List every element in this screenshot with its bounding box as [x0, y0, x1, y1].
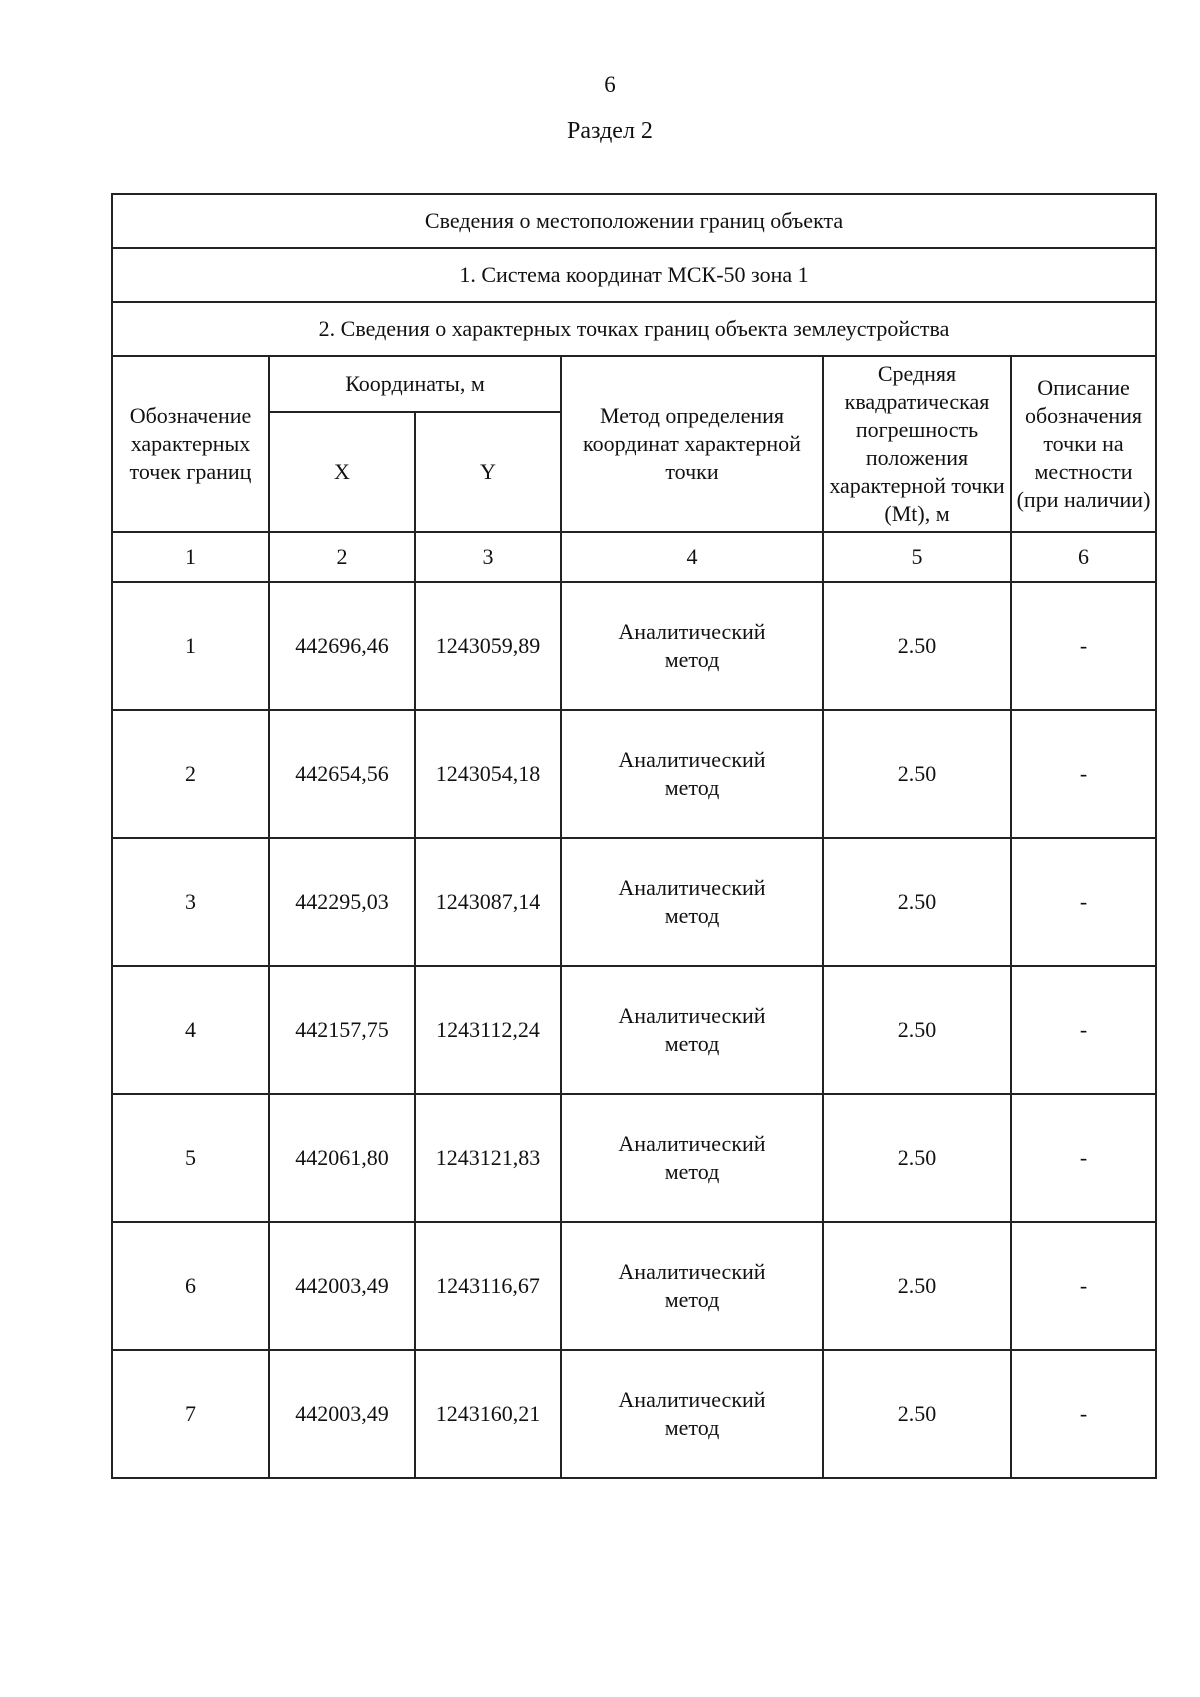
error-cell: 2.50	[823, 582, 1011, 710]
y-cell: 1243121,83	[415, 1094, 561, 1222]
method-line: метод	[664, 647, 720, 672]
method-line: Аналитический	[618, 747, 766, 772]
method-line: Аналитический	[618, 619, 766, 644]
column-number: 5	[823, 532, 1011, 582]
error-cell: 2.50	[823, 966, 1011, 1094]
point-cell: 6	[112, 1222, 269, 1350]
table-row	[112, 966, 1156, 1094]
method-line: Аналитический	[618, 1131, 766, 1156]
x-cell: 442295,03	[269, 838, 415, 966]
method-cell	[561, 1350, 823, 1478]
description-cell: -	[1011, 1350, 1156, 1478]
column-number: 6	[1011, 532, 1156, 582]
page-number: 6	[604, 72, 616, 97]
table-row	[112, 710, 1156, 838]
column-number: 1	[112, 532, 269, 582]
description-cell: -	[1011, 1094, 1156, 1222]
method-cell	[561, 966, 823, 1094]
method-cell	[561, 1094, 823, 1222]
y-cell: 1243160,21	[415, 1350, 561, 1478]
section-title: Раздел 2	[567, 118, 653, 144]
y-cell: 1243059,89	[415, 582, 561, 710]
error-cell: 2.50	[823, 1094, 1011, 1222]
point-cell: 5	[112, 1094, 269, 1222]
table-row	[112, 582, 1156, 710]
method-line: Аналитический	[618, 1003, 766, 1028]
header-description: Описание обозначения точки на местности (при наличии)	[1011, 356, 1156, 532]
boundary-points-table	[111, 193, 1157, 1479]
header-x: X	[269, 412, 415, 532]
description-cell: -	[1011, 966, 1156, 1094]
method-line: метод	[664, 903, 720, 928]
x-cell: 442157,75	[269, 966, 415, 1094]
method-line: метод	[664, 1159, 720, 1184]
method-line: метод	[664, 1415, 720, 1440]
method-cell	[561, 838, 823, 966]
x-cell: 442003,49	[269, 1222, 415, 1350]
table-row	[112, 1094, 1156, 1222]
point-cell: 3	[112, 838, 269, 966]
point-cell: 4	[112, 966, 269, 1094]
error-cell: 2.50	[823, 838, 1011, 966]
header-error: Средняя квадратическая погрешность положения характерной точки (Mt), м	[823, 356, 1011, 532]
error-cell: 2.50	[823, 1222, 1011, 1350]
y-cell: 1243054,18	[415, 710, 561, 838]
table-row	[112, 838, 1156, 966]
point-cell: 1	[112, 582, 269, 710]
method-line: метод	[664, 1287, 720, 1312]
x-cell: 442654,56	[269, 710, 415, 838]
error-cell: 2.50	[823, 1350, 1011, 1478]
x-cell: 442696,46	[269, 582, 415, 710]
column-number: 3	[415, 532, 561, 582]
method-line: метод	[664, 775, 720, 800]
method-line: метод	[664, 1031, 720, 1056]
table-row	[112, 1222, 1156, 1350]
x-cell: 442003,49	[269, 1350, 415, 1478]
error-cell: 2.50	[823, 710, 1011, 838]
y-cell: 1243087,14	[415, 838, 561, 966]
description-cell: -	[1011, 582, 1156, 710]
coordinate-system: 1. Система координат МСК-50 зона 1	[112, 248, 1156, 302]
description-cell: -	[1011, 1222, 1156, 1350]
header-method: Метод определения координат характерной точки	[561, 356, 823, 532]
column-number: 2	[269, 532, 415, 582]
column-number: 4	[561, 532, 823, 582]
table-row	[112, 1350, 1156, 1478]
point-cell: 2	[112, 710, 269, 838]
method-line: Аналитический	[618, 875, 766, 900]
method-cell	[561, 1222, 823, 1350]
header-coordinates: Координаты, м	[269, 356, 561, 412]
header-y: Y	[415, 412, 561, 532]
description-cell: -	[1011, 838, 1156, 966]
method-line: Аналитический	[618, 1387, 766, 1412]
point-cell: 7	[112, 1350, 269, 1478]
y-cell: 1243112,24	[415, 966, 561, 1094]
table-title: Сведения о местоположении границ объекта	[112, 194, 1156, 248]
method-cell	[561, 582, 823, 710]
x-cell: 442061,80	[269, 1094, 415, 1222]
method-line: Аналитический	[618, 1259, 766, 1284]
header-point-designation: Обозначение характерных точек границ	[112, 356, 269, 532]
y-cell: 1243116,67	[415, 1222, 561, 1350]
method-cell	[561, 710, 823, 838]
description-cell: -	[1011, 710, 1156, 838]
points-heading: 2. Сведения о характерных точках границ объекта землеустройства	[112, 302, 1156, 356]
